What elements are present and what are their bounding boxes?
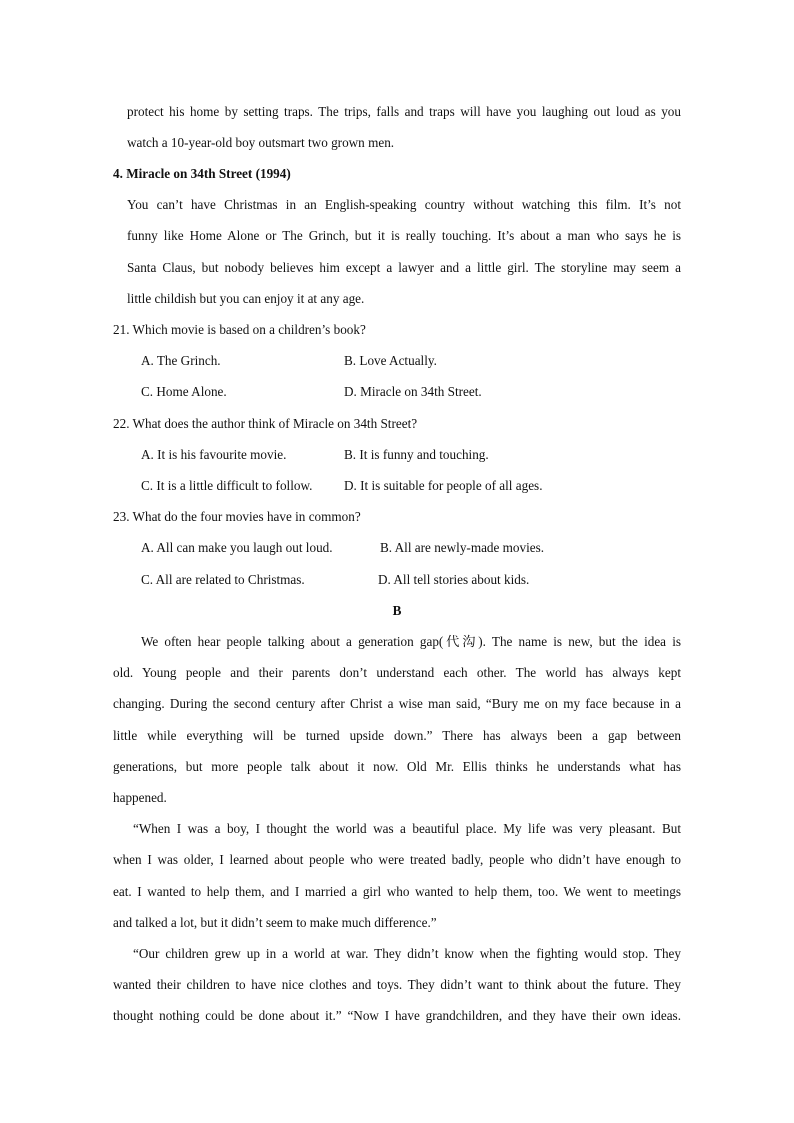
passage-line: old. Young people and their parents don’t understand each other. The world has always kept: [113, 665, 681, 680]
answer-option: B. Love Actually.: [344, 353, 437, 368]
passage-line: when I was older, I learned about people who were treated badly, people who didn’t have enough to: [113, 852, 681, 867]
answer-option: D. It is suitable for people of all ages.: [344, 478, 543, 493]
passage-line: wanted their children to have nice clothes and toys. They didn’t want to think about the future. They: [113, 977, 681, 992]
passage-line: happened.: [113, 790, 167, 805]
question-stem: 22. What does the author think of Miracle on 34th Street?: [113, 416, 418, 431]
passage-line: protect his home by setting traps. The trips, falls and traps will have you laughing out loud as you: [127, 104, 681, 119]
passage-line: little while everything will be turned upside down.” There has always been a gap between: [113, 728, 681, 743]
passage-line: and talked a lot, but it didn’t seem to make much difference.”: [113, 915, 437, 930]
passage-line: thought nothing could be done about it.” “Now I have grandchildren, and they have their own ideas.: [113, 1008, 681, 1023]
passage-line: watch a 10-year-old boy outsmart two grown men.: [127, 135, 395, 150]
passage-line: funny like Home Alone or The Grinch, but it is really touching. It’s about a man who says he is: [127, 228, 681, 243]
answer-option: C. All are related to Christmas.: [141, 572, 305, 587]
answer-option: A. The Grinch.: [141, 353, 221, 368]
question-stem: 23. What do the four movies have in common?: [113, 509, 361, 524]
passage-line: changing. During the second century after Christ a wise man said, “Bury me on my face because in a: [113, 696, 681, 711]
answer-option: B. It is funny and touching.: [344, 447, 489, 462]
question-stem: 21. Which movie is based on a children’s book?: [113, 322, 366, 337]
answer-option: A. It is his favourite movie.: [141, 447, 287, 462]
answer-option: C. Home Alone.: [141, 384, 227, 399]
movie-heading: 4. Miracle on 34th Street (1994): [113, 166, 291, 181]
passage-line: “When I was a boy, I thought the world was a beautiful place. My life was very pleasant. But: [133, 821, 681, 836]
passage-line: eat. I wanted to help them, and I married a girl who wanted to help them, too. We went to meetings: [113, 884, 681, 899]
passage-line: little childish but you can enjoy it at any age.: [127, 291, 365, 306]
answer-option: C. It is a little difficult to follow.: [141, 478, 313, 493]
passage-line: “Our children grew up in a world at war. They didn’t know when the fighting would stop. They: [133, 946, 681, 961]
passage-line: We often hear people talking about a generation gap(代沟). The name is new, but the idea is: [141, 634, 681, 649]
passage-line: generations, but more people talk about it now. Old Mr. Ellis thinks he understands what has: [113, 759, 681, 774]
answer-option: A. All can make you laugh out loud.: [141, 540, 333, 555]
answer-option: B. All are newly-made movies.: [380, 540, 545, 555]
section-label: B: [392, 603, 402, 618]
passage-line: You can’t have Christmas in an English-speaking country without watching this film. It’s not: [127, 197, 681, 212]
answer-option: D. All tell stories about kids.: [378, 572, 530, 587]
passage-line: Santa Claus, but nobody believes him except a lawyer and a little girl. The storyline may seem a: [127, 260, 681, 275]
answer-option: D. Miracle on 34th Street.: [344, 384, 482, 399]
